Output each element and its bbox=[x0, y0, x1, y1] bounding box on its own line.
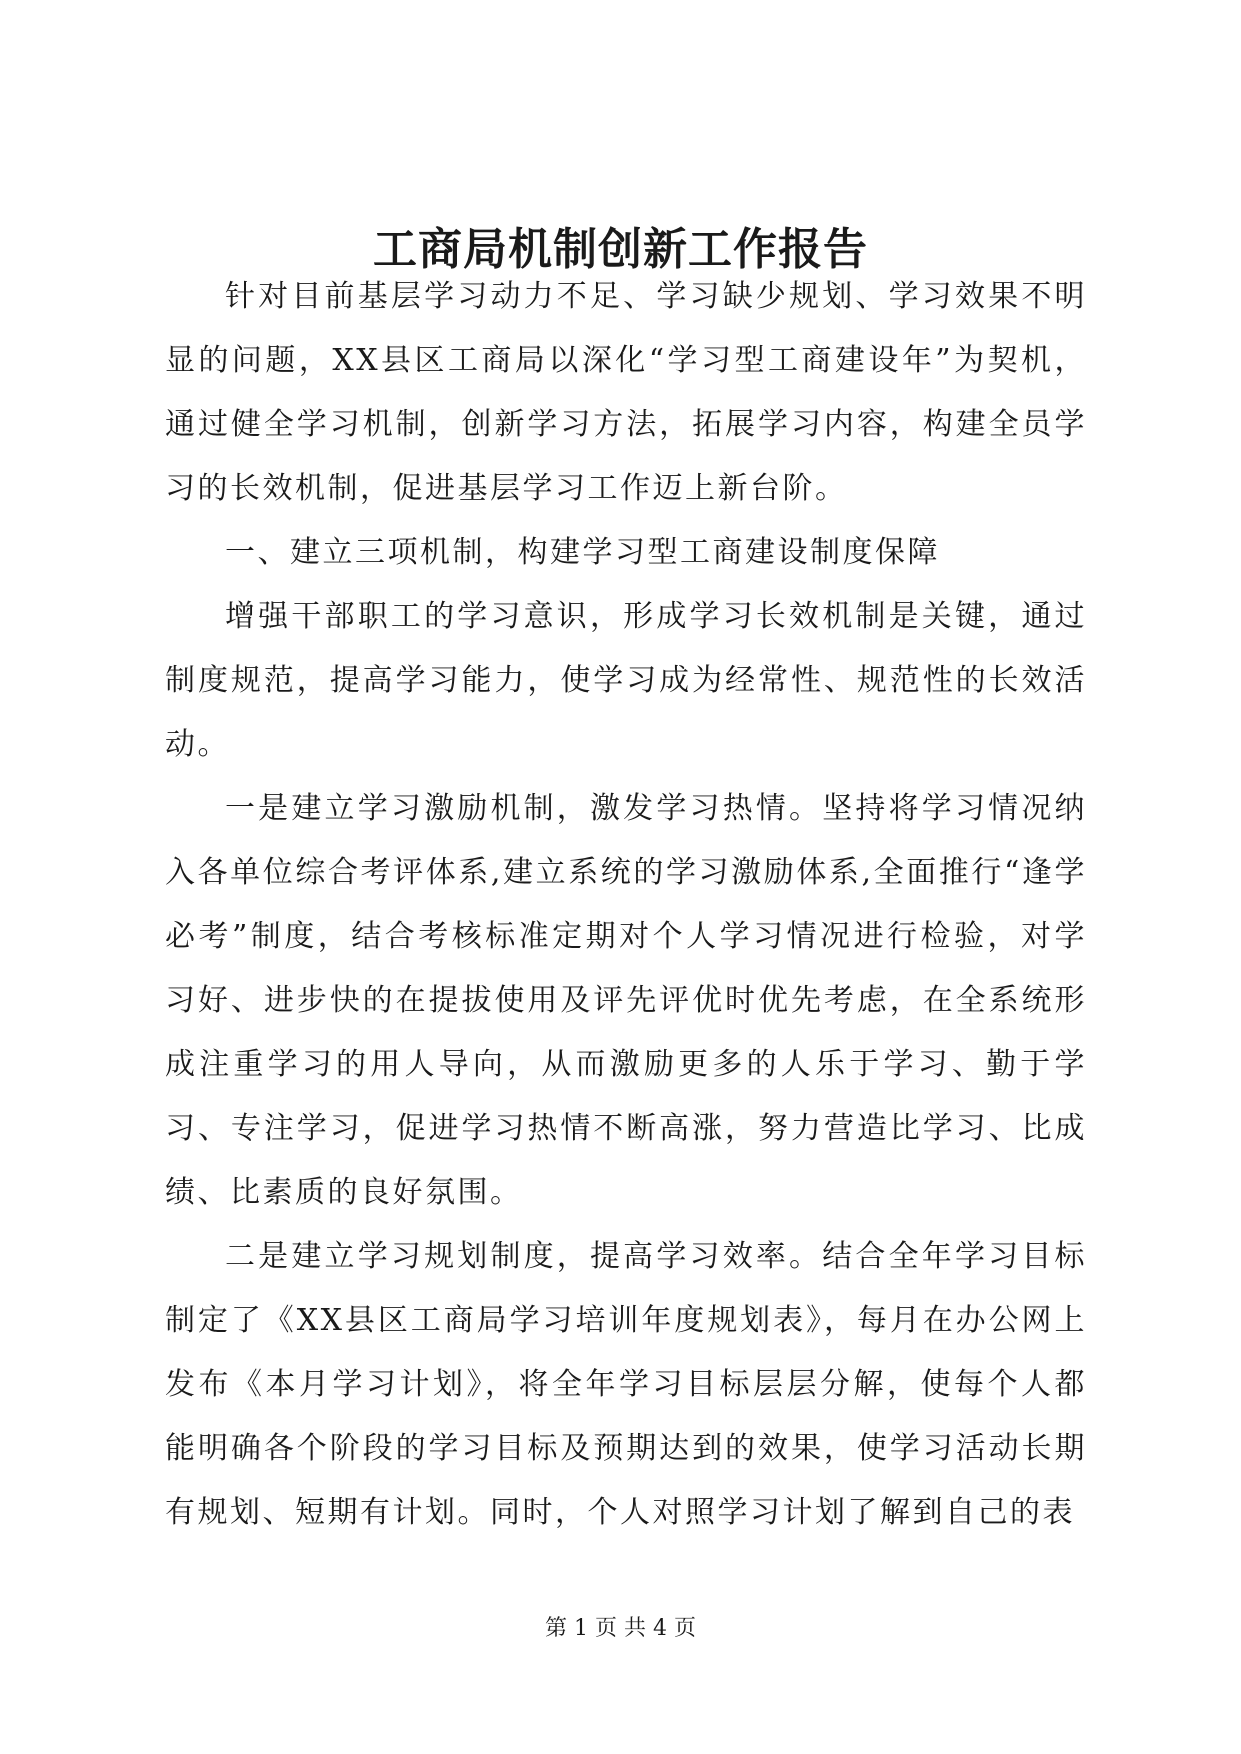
paragraph-intro: 针对目前基层学习动力不足、学习缺少规划、学习效果不明显的问题，XX县区工商局以深化“学习型工商建设年”为契机，通过健全学习机制，创新学习方法，拓展学习内容，构建全员学习的长效机制，促进基层学习工作迈上新台阶。 bbox=[165, 279, 1087, 506]
paragraph-planning-system: 二是建立学习规划制度，提高学习效率。结合全年学习目标制定了《XX县区工商局学习培训年度规划表》，每月在办公网上发布《本月学习计划》，将全年学习目标层层分解，使每个人都能明确各个阶段的学习目标及预期达到的效果，使学习活动长期有规划、短期有计划。同时，个人对照学习计划了解到自己的表 bbox=[165, 1239, 1087, 1530]
paragraph-incentive-mechanism: 一是建立学习激励机制，激发学习热情。坚持将学习情况纳入各单位综合考评体系,建立系统的学习激励体系,全面推行“逢学必考”制度，结合考核标准定期对个人学习情况进行检验，对学习好、进步快的在提拔使用及评先评优时优先考虑，在全系统形成注重学习的用人导向，从而激励更多的人乐于学习、勤于学习、专注学习，促进学习热情不断高涨，努力营造比学习、比成绩、比素质的良好氛围。 bbox=[165, 791, 1087, 1210]
document-body bbox=[165, 265, 1087, 1545]
page-number-footer: 第 1 页 共 4 页 bbox=[545, 1616, 696, 1641]
page-title: 工商局机制创新工作报告 bbox=[373, 224, 868, 275]
paragraph-section-intro: 增强干部职工的学习意识，形成学习长效机制是关键，通过制度规范，提高学习能力，使学习成为经常性、规范性的长效活动。 bbox=[165, 599, 1087, 762]
section-heading-1: 一、建立三项机制，构建学习型工商建设制度保障 bbox=[225, 535, 940, 570]
